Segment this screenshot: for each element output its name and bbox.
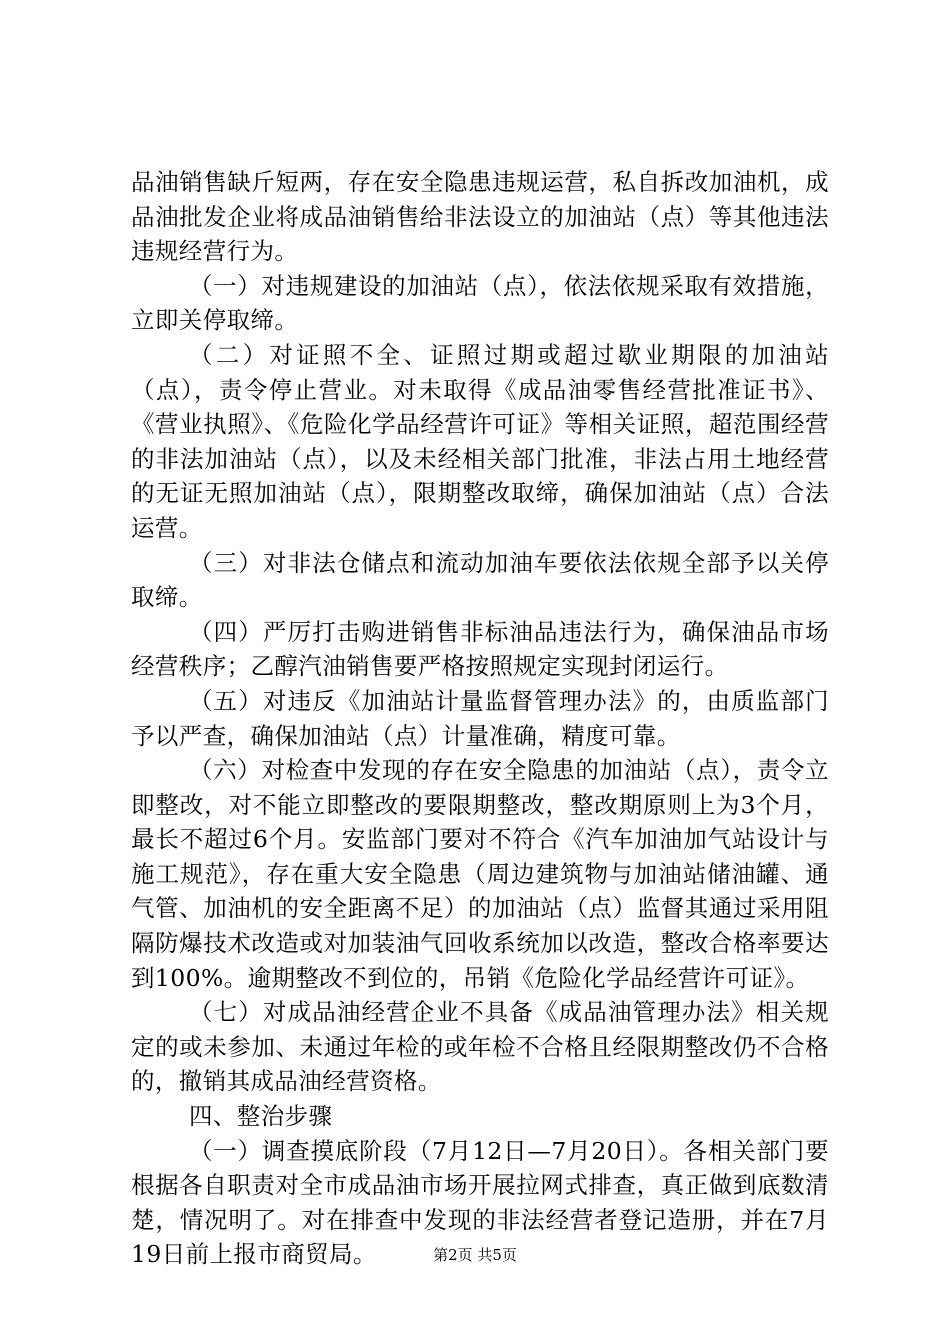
- page-number-footer: 第2页 共5页: [433, 1246, 517, 1264]
- paragraph-item-7: （七）对成品油经营企业不具备《成品油管理办法》相关规定的或未参加、未通过年检的或年检不合格且经限期整改仍不合格的，撤销其成品油经营资格。: [131, 998, 829, 1096]
- paragraph-item-3: （三）对非法仓储点和流动加油车要依法依规全部予以关停取缔。: [131, 548, 829, 612]
- paragraph-item-1: （一）对违规建设的加油站（点），依法依规采取有效措施，立即关停取缔。: [131, 271, 829, 335]
- paragraph-step-1: （一）调查摸底阶段（7月12日—7月20日）。各相关部门要根据各自职责对全市成品油市场开展拉网式排查，真正做到底数清楚，情况明了。对在排查中发现的非法经营者登记造册，并在7月19日前上报市商贸局。: [131, 1136, 829, 1269]
- paragraph-item-5: （五）对违反《加油站计量监督管理办法》的，由质监部门予以严查，确保加油站（点）计量准确，精度可靠。: [131, 686, 829, 750]
- paragraph-item-2: （二）对证照不全、证照过期或超过歇业期限的加油站（点），责令停止营业。对未取得《成品油零售经营批准证书》、《营业执照》、《危险化学品经营许可证》等相关证照，超范围经营的非法加油站（点），以及未经相关部门批准，非法占用土地经营的无证无照加油站（点），限期整改取缔，确保加油站（点）合法运营。: [131, 340, 829, 542]
- section-heading-steps: 四、整治步骤: [189, 1102, 333, 1131]
- paragraph-item-6: （六）对检查中发现的存在安全隐患的加油站（点），责令立即整改，对不能立即整改的要限期整改，整改期原则上为3个月，最长不超过6个月。安监部门要对不符合《汽车加油加气站设计与施工规范》，存在重大安全隐患（周边建筑物与加油站储油罐、通气管、加油机的安全距离不足）的加油站（点）监督其通过采用阻隔防爆技术改造或对加装油气回收系统加以改造，整改合格率要达到100%。逾期整改不到位的，吊销《危险化学品经营许可证》。: [131, 756, 829, 992]
- paragraph-item-4: （四）严厉打击购进销售非标油品违法行为，确保油品市场经营秩序；乙醇汽油销售要严格按照规定实现封闭运行。: [131, 617, 829, 681]
- document-body: [131, 165, 829, 1272]
- paragraph-continuation: 品油销售缺斤短两，存在安全隐患违规运营，私自拆改加油机，成品油批发企业将成品油销售给非法设立的加油站（点）等其他违法违规经营行为。: [131, 168, 829, 266]
